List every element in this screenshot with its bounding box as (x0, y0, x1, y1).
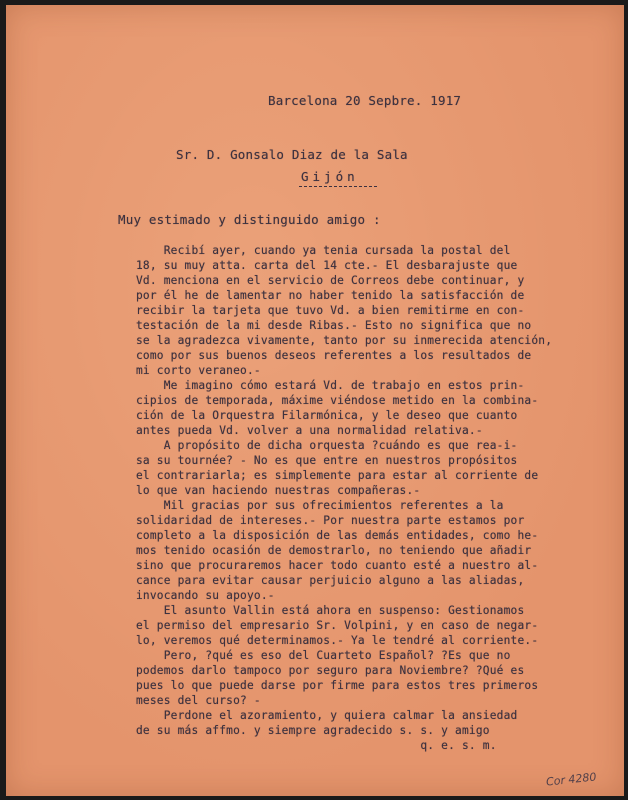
body-line: El asunto Vallin está ahora en suspenso: Gestionamos (136, 604, 525, 617)
body-line: pues lo que puede darse por firme para estos tres primeros (136, 679, 539, 692)
body-line: de su más affmo. y siempre agradecido s. s. y amigo (136, 724, 490, 737)
body-line: recibir la tarjeta que tuvo Vd. a bien remitirme en con- (136, 304, 525, 317)
body-line: mi corto veraneo.- (136, 364, 261, 377)
body-line: Me imagino cómo estará Vd. de trabajo en estos prin- (136, 379, 525, 392)
body-line: como por sus buenos deseos referentes a los resultados de (136, 349, 532, 362)
body-line: cance para evitar causar perjuicio alguno a las aliadas, (136, 574, 525, 587)
body-line: 18, su muy atta. carta del 14 cte.- El desbarajuste que (136, 259, 518, 272)
body-line: completo a la disposición de las demás entidades, como he- (136, 529, 539, 542)
body-line: testación de la mi desde Ribas.- Esto no significa que no (136, 319, 532, 332)
body-line: lo que van haciendo nuestras compañeras.- (136, 484, 421, 497)
letter-body (136, 243, 552, 753)
body-line: A propósito de dicha orquesta ?cuándo es que rea-i- (136, 439, 518, 452)
recipient-line: Sr. D. Gonsalo Diaz de la Sala (176, 147, 408, 162)
body-line: Mil gracias por sus ofrecimientos referentes a la (136, 499, 504, 512)
body-line: lo, veremos qué determinamos.- Ya le tendré al corriente.- (136, 634, 539, 647)
body-line: meses del curso? - (136, 694, 261, 707)
body-line: q. e. s. m. (136, 739, 497, 752)
body-line: cipios de temporada, máxime viéndose metido en la combina- (136, 394, 539, 407)
archive-mark: Cor 4280 (545, 770, 597, 789)
body-line: el permiso del empresario Sr. Volpini, y en caso de negar- (136, 619, 539, 632)
body-line: mos tenido ocasión de demostrarlo, no teniendo que añadir (136, 544, 532, 557)
body-line: sino que procuraremos hacer todo cuanto esté a nuestro al- (136, 559, 539, 572)
body-line: se la agradezca vivamente, tanto por su inmerecida atención, (136, 334, 553, 347)
body-line: por él he de lamentar no haber tenido la satisfacción de (136, 289, 525, 302)
body-line: ción de la Orquestra Filarmónica, y le deseo que cuanto (136, 409, 518, 422)
salutation: Muy estimado y distinguido amigo : (118, 212, 381, 227)
letter-date: Barcelona 20 Sepbre. 1917 (268, 93, 462, 108)
body-line: Pero, ?qué es eso del Cuarteto Español? ?Es que no (136, 649, 511, 662)
body-line: solidaridad de intereses.- Por nuestra parte estamos por (136, 514, 525, 527)
body-line: antes pueda Vd. volver a una normalidad relativa.- (136, 424, 483, 437)
body-line: Perdone el azoramiento, y quiera calmar la ansiedad (136, 709, 518, 722)
city-underline (299, 186, 377, 187)
body-line: Recibí ayer, cuando ya tenia cursada la postal del (136, 244, 511, 257)
body-line: el contrariarla; es simplemente para estar al corriente de (136, 469, 539, 482)
body-line: invocando su apoyo.- (136, 589, 275, 602)
body-line: Vd. menciona en el servicio de Correos debe continuar, y (136, 274, 525, 287)
body-line: podemos darlo tampoco por seguro para Noviembre? ?Qué es (136, 664, 525, 677)
body-line: sa su tournée? - No es que entre en nuestros propósitos (136, 454, 518, 467)
letter-page (6, 5, 624, 796)
recipient-city: Gijón (301, 169, 359, 184)
